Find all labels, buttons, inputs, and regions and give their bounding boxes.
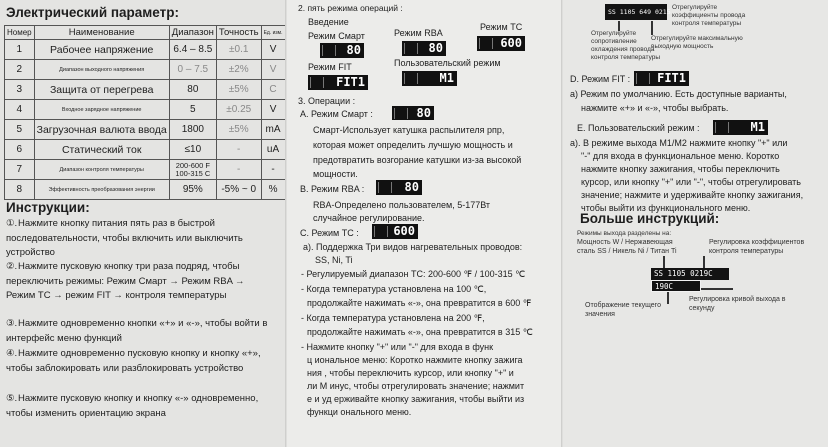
user-desc-4: курсор, или кнопку "+" или "-", чтобы отрегулировать xyxy=(581,177,801,187)
mode-smart-label: Режим Смарт xyxy=(308,31,365,41)
cell-unit: mA xyxy=(261,120,285,140)
display-user-icon xyxy=(402,71,457,86)
bottom-lcd-top-row: SS 1105 0219C xyxy=(651,268,729,280)
tc-menu-1: - Нажмите кнопку "+" или "-" для входа в функ xyxy=(301,342,494,352)
instruction-item xyxy=(6,217,276,261)
split-label-2a: Регулировка коэффициентов xyxy=(709,239,805,246)
modes-heading: 2. пять режима операций : xyxy=(298,3,403,13)
more-instructions-title: Больше инструкций: xyxy=(580,211,720,226)
instruction-text: Нажмите пусковую кнопку и кнопку «-» одновременно, чтобы изменить ориентацию экрана xyxy=(6,393,259,419)
right-panel xyxy=(563,0,828,447)
split-label-1b: Мощность W / Нержавеющая xyxy=(577,239,673,246)
intro-label: Введение xyxy=(308,17,349,27)
display-user-value: M1 xyxy=(439,71,454,85)
cell-unit: V xyxy=(261,100,285,120)
smart-desc-2: которая может определить лучшую мощность и xyxy=(313,140,513,150)
cell-range: 6.4 – 8.5 xyxy=(169,40,216,60)
tc-note-2a: - Когда температура установлена на 200 ℉, xyxy=(301,313,485,323)
cell-name: Диапазон контроля температуры xyxy=(34,160,169,180)
cell-range: 95% xyxy=(169,180,216,200)
display-rba-icon xyxy=(402,41,446,56)
top-callout-1-line2: сопротивление xyxy=(591,38,637,45)
cell-accuracy: - xyxy=(216,140,261,160)
user-desc-1: a). В режиме выхода M1/M2 нажмите кнопку "+" или xyxy=(570,138,788,148)
tc-menu-6: функци онального меню. xyxy=(307,407,412,417)
table-row xyxy=(5,80,286,100)
tc-range: - Регулируемый диапазон TC: 200-600 ℉ / 100-315 ℃ xyxy=(301,269,526,279)
instruction-number: ⑤. xyxy=(6,393,18,404)
cell-range: 200-600 F 100-315 C xyxy=(169,160,216,180)
display-rba-small-value: 80 xyxy=(404,180,419,194)
col-acc: Точность xyxy=(216,26,261,40)
mode-fit-label: Режим FIT xyxy=(308,62,352,72)
cell-accuracy: -5% ~ 0 xyxy=(216,180,261,200)
cell-unit: V xyxy=(261,60,285,80)
display-tc-small-value: 600 xyxy=(393,224,415,238)
col-num: Номер xyxy=(5,26,35,40)
display-smart-icon xyxy=(320,43,364,58)
spec-title: Электрический параметр: xyxy=(6,5,179,20)
instruction-item xyxy=(6,347,276,376)
top-callout-2-line2: выходную мощность xyxy=(651,43,714,50)
user-desc-2: "-" для входа в функциональное меню. Коротко xyxy=(581,151,780,161)
top-lcd-display: SS 1105 649 0215 xyxy=(605,4,667,20)
display-smart-small-value: 80 xyxy=(416,106,431,120)
tc-wires-intro: a). Поддержка Три видов нагревательных проводов: xyxy=(303,242,523,252)
table-row xyxy=(5,180,286,200)
display-tc-value: 600 xyxy=(500,36,522,50)
instruction-text: Нажмите кнопку питания пять раз в быстрой последовательности, чтобы включить или выключить устройство xyxy=(6,218,243,258)
cell-unit: uA xyxy=(261,140,285,160)
cell-num: 5 xyxy=(5,120,35,140)
col-range: Диапазон xyxy=(169,26,216,40)
instruction-text: Нажмите одновременно пусковую кнопку и кнопку «+», чтобы заблокировать или разблокировать устройство xyxy=(6,348,261,374)
instruction-item xyxy=(6,317,276,346)
bottom-lcd-bottom-row: 190C xyxy=(651,280,701,292)
table-header xyxy=(5,26,286,40)
rba-mode-heading: B. Режим RBA : xyxy=(300,184,365,194)
user-mode-heading: E. Пользовательский режим : xyxy=(577,123,700,133)
cell-num: 2 xyxy=(5,60,35,80)
display-user-small-icon xyxy=(713,120,768,135)
graph-underline xyxy=(701,288,733,290)
table-row xyxy=(5,40,286,60)
smart-desc-4: мощности. xyxy=(313,169,358,179)
cell-unit: - xyxy=(261,160,285,180)
user-desc-3: нажмите кнопку зажигания, чтобы переключить xyxy=(581,164,780,174)
rba-desc-2: случайное регулирование. xyxy=(313,213,425,223)
tc-menu-2: ц иональное меню: Коротко нажмите кнопку зажига xyxy=(307,355,523,365)
instruction-number: ④. xyxy=(6,348,18,359)
left-panel xyxy=(0,0,287,447)
display-rba-value: 80 xyxy=(428,41,443,55)
rba-desc-1: RBA-Определено пользователем, 5-177Вт xyxy=(313,200,491,210)
cell-name: Входное зарядное напряжение xyxy=(34,100,169,120)
cell-range: ≤10 xyxy=(169,140,216,160)
instruction-number: ③. xyxy=(6,318,18,329)
table-row xyxy=(5,100,286,120)
mode-rba-label: Режим RBA xyxy=(394,28,443,38)
top-callout-1-line4: контроля температуры xyxy=(591,54,661,61)
instruction-item xyxy=(6,260,276,304)
cell-accuracy: ±0.25 xyxy=(216,100,261,120)
callout-line-5 xyxy=(667,292,669,304)
cell-accuracy: ±5% xyxy=(216,120,261,140)
cell-num: 1 xyxy=(5,40,35,60)
cell-accuracy: ±2% xyxy=(216,60,261,80)
user-desc-6: чтобы выйти из функционального меню. xyxy=(581,203,751,213)
top-callout-3-line1: Отрегулируйте xyxy=(672,4,718,11)
cell-num: 3 xyxy=(5,80,35,100)
fit-mode-heading: D. Режим FIT : xyxy=(570,74,631,84)
cell-name: Статический ток xyxy=(34,140,169,160)
tc-wires: SS, Ni, Ti xyxy=(315,255,353,265)
cell-name: Рабочее напряжение xyxy=(34,40,169,60)
instruction-text: Нажмите пусковую кнопку три раза подряд, чтобы переключить режимы: Режим Смарт → Режим RBA → Режим TC → режим FIT → контроля температуры xyxy=(6,261,245,301)
col-unit: Ед. изм. xyxy=(261,26,285,40)
cell-accuracy: - xyxy=(216,160,261,180)
cell-unit: V xyxy=(261,40,285,60)
bottom-label-2a: Регулировка кривой выхода в xyxy=(689,296,786,303)
cell-num: 4 xyxy=(5,100,35,120)
cell-num: 7 xyxy=(5,160,35,180)
display-fit-icon xyxy=(308,75,368,90)
cell-name: Диапазон выходного напряжения xyxy=(34,60,169,80)
bottom-label-1a: Отображение текущего xyxy=(585,302,661,309)
cell-accuracy: ±5% xyxy=(216,80,261,100)
tc-menu-3: ния , чтобы переключить курсор, или кнопку "+" и xyxy=(307,368,514,378)
cell-name: Загрузочная валюта ввода xyxy=(34,120,169,140)
display-tc-icon xyxy=(477,36,525,51)
cell-name: Защита от перегрева xyxy=(34,80,169,100)
fit-desc-1: a) Режим по умолчанию. Есть доступные варианты, xyxy=(570,89,787,99)
spec-table xyxy=(4,25,286,200)
cell-num: 6 xyxy=(5,140,35,160)
instruction-number: ②. xyxy=(6,261,18,272)
cell-accuracy: ±0.1 xyxy=(216,40,261,60)
tc-mode-heading: C. Режим ТС : xyxy=(300,228,359,238)
cell-unit: C xyxy=(261,80,285,100)
top-callout-3-line2: коэффициенты провода xyxy=(672,12,746,19)
display-fit-small-icon xyxy=(634,71,689,86)
cell-range: 1800 xyxy=(169,120,216,140)
smart-desc-3: предотвратить возгорание катушки из-за высокой xyxy=(313,155,522,165)
instruction-item xyxy=(6,392,276,421)
top-callout-1-line1: Отрегулируйте xyxy=(591,30,637,37)
smart-desc-1: Смарт-Использует катушка распылителя рпр, xyxy=(313,125,505,135)
col-name: Наименование xyxy=(34,26,169,40)
tc-menu-5: е и уд ерживайте кнопку зажигания, чтобы выйти из xyxy=(307,394,525,404)
display-smart-value: 80 xyxy=(346,43,361,57)
operations-heading: 3. Операции : xyxy=(298,96,356,106)
mode-tc-label: Режим ТС xyxy=(480,22,523,32)
display-rba-small-icon xyxy=(376,180,422,195)
bottom-label-2b: секунду xyxy=(689,305,715,312)
instructions-title: Инструкции: xyxy=(6,200,90,215)
smart-mode-heading: A. Режим Смарт : xyxy=(300,109,373,119)
cell-num: 8 xyxy=(5,180,35,200)
instruction-text: Нажмите одновременно кнопки «+» и «-», чтобы войти в интерфейс меню функций xyxy=(6,318,268,344)
table-row xyxy=(5,60,286,80)
middle-panel xyxy=(287,0,563,447)
split-label-2b: контроля температуры xyxy=(709,248,784,255)
top-callout-2-line1: Отрегулируйте максимальную xyxy=(651,35,743,42)
fit-desc-2: нажмите «+» и «-», чтобы выбрать. xyxy=(581,103,729,113)
display-fit-value: FIT1 xyxy=(336,75,365,89)
display-tc-small-icon xyxy=(372,224,418,239)
cell-unit: % xyxy=(261,180,285,200)
table-row xyxy=(5,140,286,160)
split-label-1c: сталь SS / Никель Ni / Титан Ti xyxy=(577,248,677,255)
display-fit-small-value: FIT1 xyxy=(657,71,686,85)
callout-line-2 xyxy=(651,21,653,35)
bottom-label-1b: значения xyxy=(585,311,615,318)
display-user-small-value: M1 xyxy=(750,120,765,134)
instruction-number: ①. xyxy=(6,218,18,229)
split-label-1a: Режимы выхода разделены на: xyxy=(577,230,672,237)
table-row xyxy=(5,120,286,140)
tc-note-2b: продолжайте нажимать «-», она превратится в 315 ℃ xyxy=(307,327,533,337)
top-callout-1-line3: охлаждения провода xyxy=(591,46,655,53)
cell-range: 5 xyxy=(169,100,216,120)
tc-menu-4: ли M инус, чтобы отрегулировать значение; нажмит xyxy=(307,381,525,391)
table-row xyxy=(5,160,286,180)
cell-range: 80 xyxy=(169,80,216,100)
user-desc-5: значение; нажмите и удерживайте кнопку зажигания, xyxy=(581,190,804,200)
top-callout-3-line3: контроля температуры xyxy=(672,20,742,27)
cell-name: Эффективность преобразования энергии xyxy=(34,180,169,200)
cell-range: 0 – 7.5 xyxy=(169,60,216,80)
tc-note-1b: продолжайте нажимать «-», она превратится в 600 ℉ xyxy=(307,298,532,308)
tc-note-1a: - Когда температура установлена на 100 ℃, xyxy=(301,284,487,294)
mode-user-label: Пользовательский режим xyxy=(394,58,501,68)
display-smart-small-icon xyxy=(392,106,434,120)
